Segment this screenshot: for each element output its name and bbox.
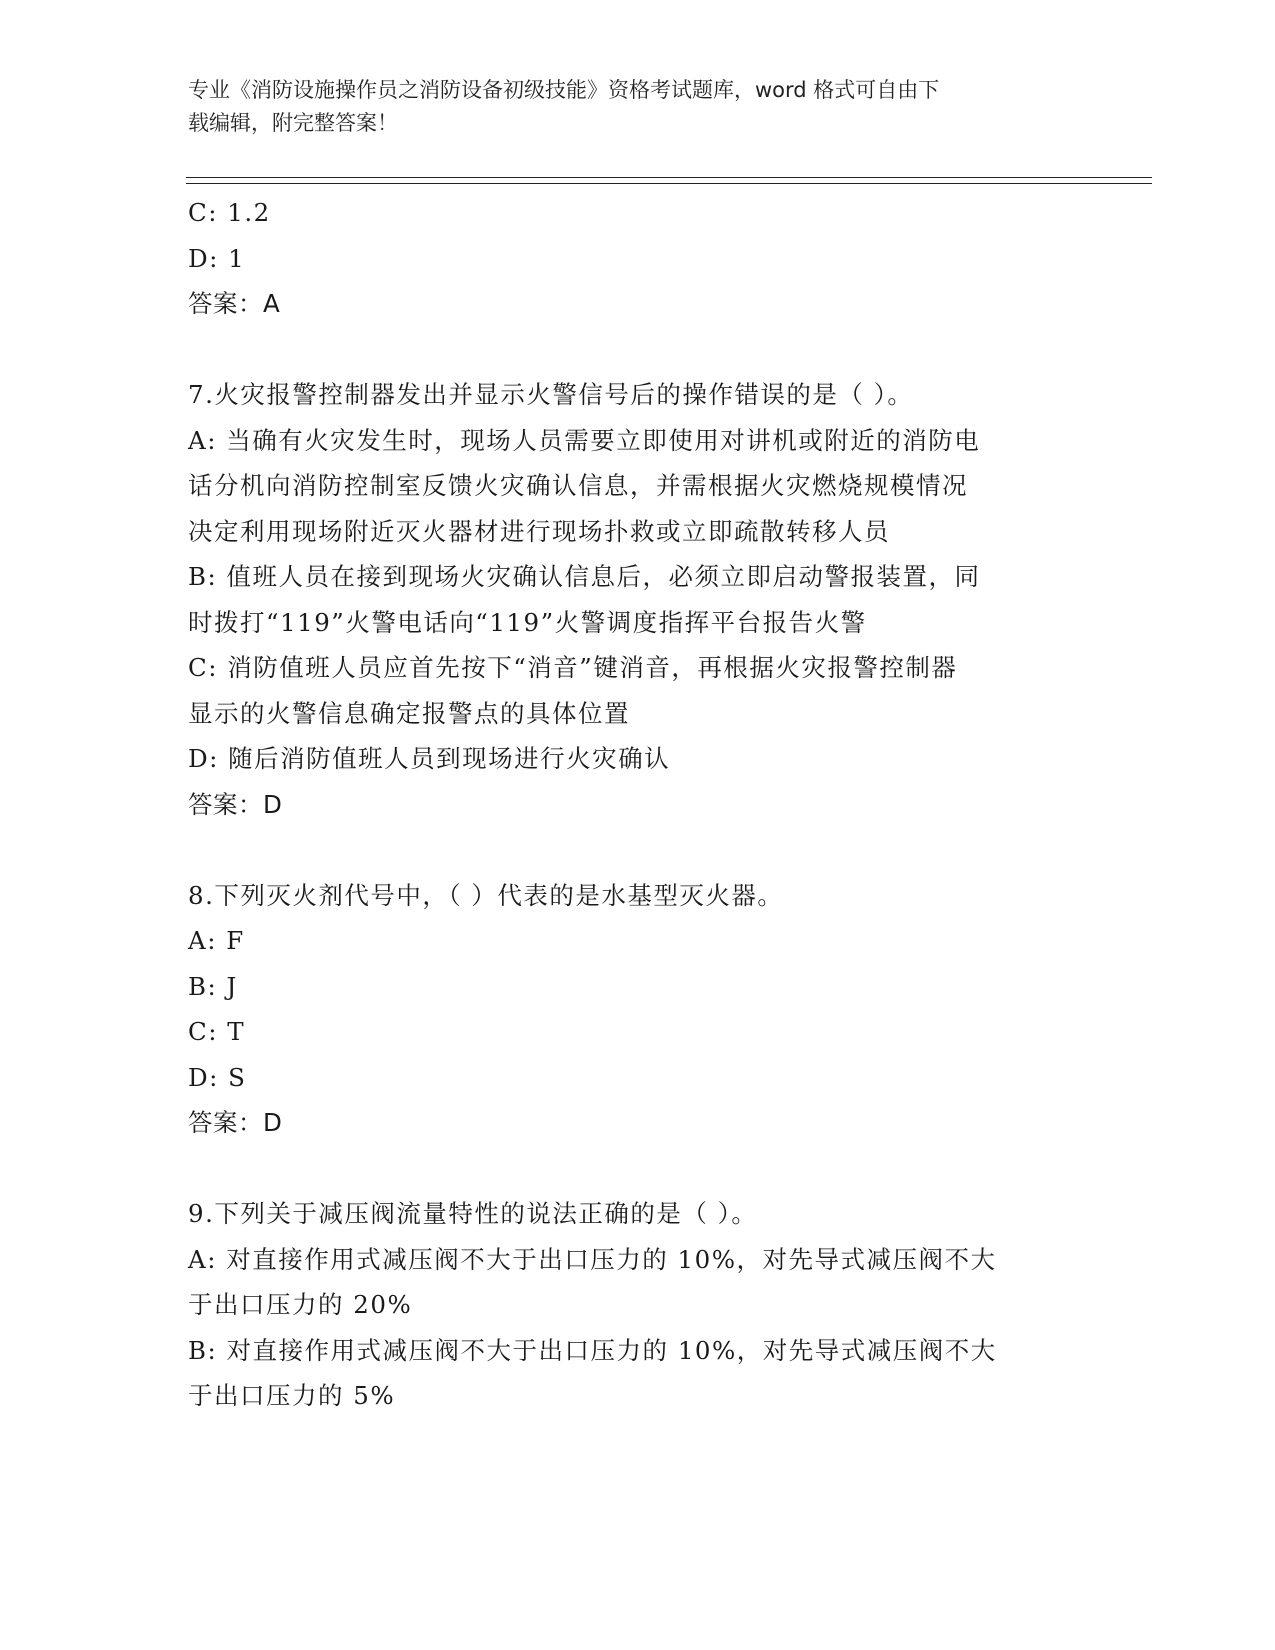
option-b: B: 值班人员在接到现场火灾确认信息后，必须立即启动警报装置，同 (188, 562, 981, 591)
question-stem: 8.下列灭火剂代号中，（ ）代表的是水基型灭火器。 (188, 880, 784, 910)
option-d: D: 1 (188, 243, 246, 273)
option-d: D: 随后消防值班人员到现场进行火灾确认 (188, 744, 671, 773)
question-8 (188, 873, 1068, 1146)
header-divider-top (186, 177, 1152, 178)
document-header (188, 74, 1068, 140)
option-b: B: J (188, 971, 238, 1001)
question-6-tail (188, 190, 1068, 327)
spacer (188, 1146, 1068, 1192)
answer-label: 答案：A (188, 289, 281, 318)
option-d: D: S (188, 1062, 247, 1092)
option-a: A: 对直接作用式减压阀不大于出口压力的 10%，对先导式减压阀不大 (188, 1244, 997, 1274)
spacer (188, 827, 1068, 873)
option-b-cont: 时拨打“119”火警电话向“119”火警调度指挥平台报告火警 (188, 607, 867, 637)
header-divider-bottom (186, 183, 1152, 184)
question-list (188, 190, 1068, 1419)
answer-label: 答案：D (188, 1108, 283, 1137)
option-c: C: 消防值班人员应首先按下“消音”键消音，再根据火灾报警控制器 (188, 653, 958, 682)
option-a-cont: 于出口压力的 20% (188, 1290, 413, 1319)
option-a-cont: 话分机向消防控制室反馈火灾确认信息，并需根据火灾燃烧规模情况 (188, 471, 968, 500)
option-a: A: F (188, 926, 245, 955)
answer-label: 答案：D (188, 789, 283, 819)
option-c-cont: 显示的火警信息确定报警点的具体位置 (188, 698, 630, 728)
header-line-1: 专业《消防设施操作员之消防设备初级技能》资格考试题库，word 格式可自由下 (188, 78, 940, 102)
option-c: C: T (188, 1017, 246, 1046)
option-a: A: 当确有火灾发生时，现场人员需要立即使用对讲机或附近的消防电 (188, 425, 981, 455)
question-9 (188, 1191, 1068, 1419)
question-stem: 9.下列关于减压阀流量特性的说法正确的是（ ）。 (188, 1199, 758, 1228)
option-b: B: 对直接作用式减压阀不大于出口压力的 10%，对先导式减压阀不大 (188, 1335, 997, 1365)
question-7 (188, 372, 1068, 827)
option-b-cont: 于出口压力的 5% (188, 1381, 396, 1410)
option-c: C: 1.2 (188, 198, 271, 227)
option-a-cont: 决定利用现场附近灭火器材进行现场扑救或立即疏散转移人员 (188, 516, 890, 546)
header-line-2: 载编辑，附完整答案！ (188, 111, 398, 135)
spacer (188, 327, 1068, 373)
question-stem: 7.火灾报警控制器发出并显示火警信号后的操作错误的是（ ）。 (188, 380, 914, 409)
